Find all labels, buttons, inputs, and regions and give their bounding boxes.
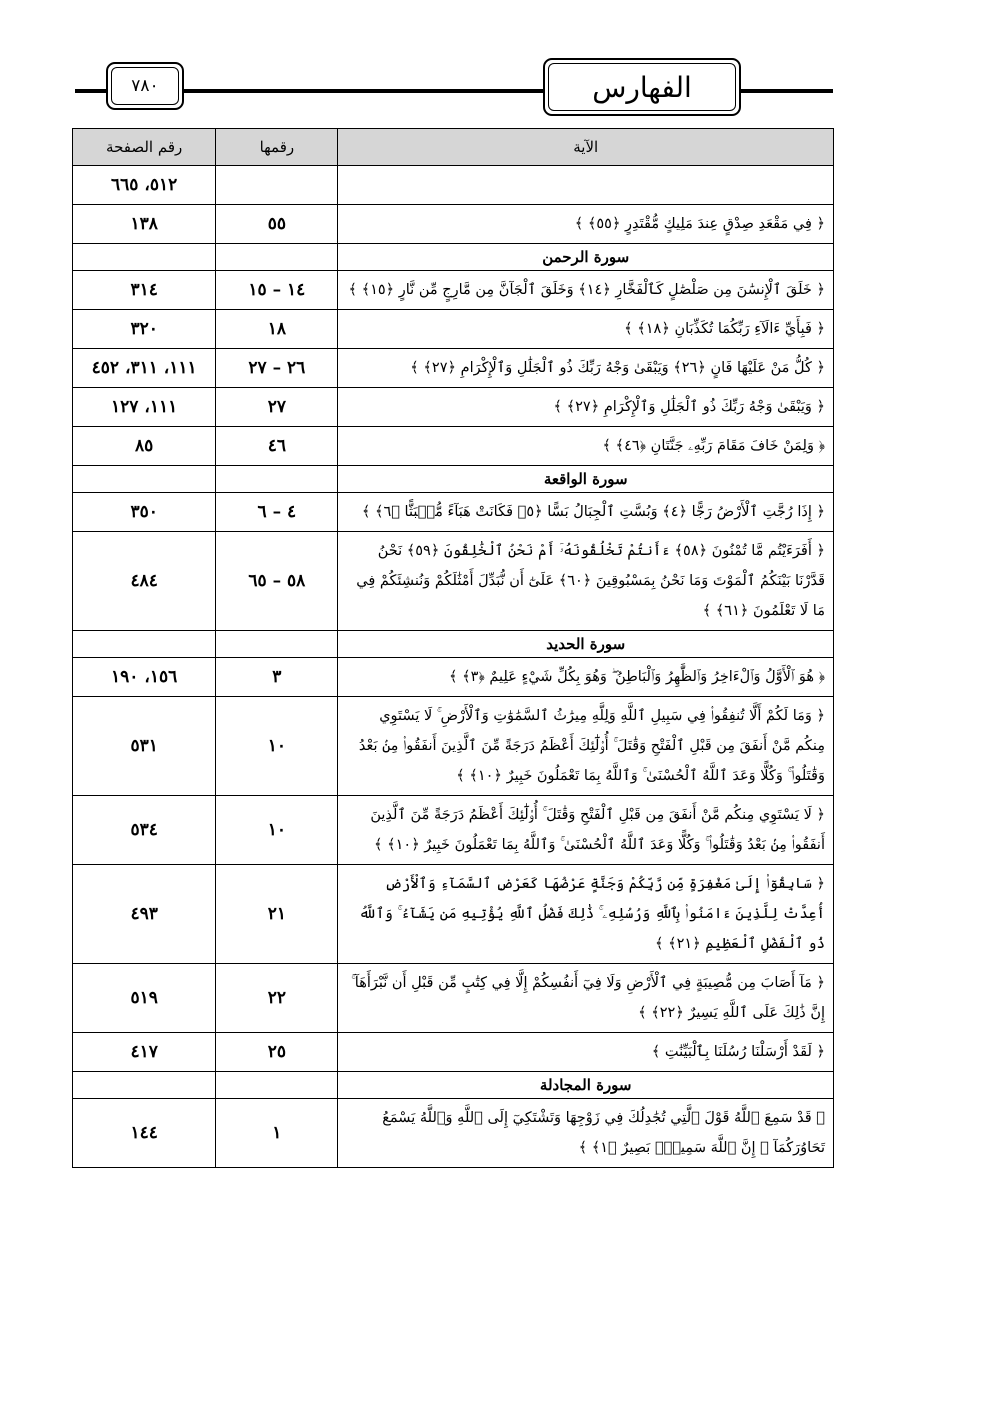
verse-text — [338, 166, 834, 205]
surah-name: سورة المجادلة — [338, 1072, 834, 1099]
page-number-cell: ٤٨٤ — [73, 532, 216, 631]
page-number-cell: ٤١٧ — [73, 1033, 216, 1072]
verse-text: ﴿ مَآ أَصَابَ مِن مُّصِيبَةٍ فِي ٱلْأَرْضِ وَلَا فِيٓ أَنفُسِكُمْ إِلَّا فِي كِتَٰبٍ مِّن قَبْلِ أَن نَّبْرَأَهَآ ۚ إِنَّ ذَٰلِكَ عَلَى ٱللَّهِ يَسِيرٌ ﴿٢٢﴾ ﴾ — [338, 964, 834, 1033]
column-header-page-number: رقم الصفحة — [73, 129, 216, 166]
table-row — [73, 964, 834, 1033]
page-number-cell: ٥٣١ — [73, 697, 216, 796]
verse-number: ٤٦ — [216, 427, 338, 466]
section-title-box — [543, 58, 741, 116]
verse-number: ٢٢ — [216, 964, 338, 1033]
table-row — [73, 1099, 834, 1168]
empty-cell — [216, 1072, 338, 1099]
page-number-cell: ٥١٩ — [73, 964, 216, 1033]
verse-number: ١٤ – ١٥ — [216, 271, 338, 310]
page-number-cell: ١٤٤ — [73, 1099, 216, 1168]
surah-heading-row — [73, 244, 834, 271]
table-row — [73, 205, 834, 244]
empty-cell — [216, 244, 338, 271]
verse-number: ١ — [216, 1099, 338, 1168]
verse-number: ١٠ — [216, 796, 338, 865]
verse-number: ٣ — [216, 658, 338, 697]
page-number-cell: ٥١٢، ٦٦٥ — [73, 166, 216, 205]
verse-text: ﴿ أَفَرَءَيْتُم مَّا تُمْنُونَ ﴿٥٨﴾ ءَأَنتُمْ تَخْلُقُونَهُۥٓ أَمْ نَحْنُ ٱلْخَٰلِقُونَ ﴿٥٩﴾ نَحْنُ قَدَّرْنَا بَيْنَكُمُ ٱلْمَوْتَ وَمَا نَحْنُ بِمَسْبُوقِينَ ﴿٦٠﴾ عَلَىٰٓ أَن نُّبَدِّلَ أَمْثَٰلَكُمْ وَنُنشِئَكُمْ فِي مَا لَا تَعْلَمُونَ ﴿٦١﴾ ﴾ — [338, 532, 834, 631]
table-row — [73, 427, 834, 466]
empty-cell — [73, 244, 216, 271]
page-number-cell: ١١١، ١٢٧ — [73, 388, 216, 427]
verse-text: ﴿ وَلِمَنْ خَافَ مَقَامَ رَبِّهِۦ جَنَّتَانِ ﴿٤٦﴾ ﴾ — [338, 427, 834, 466]
table-row — [73, 493, 834, 532]
page-number-cell: ٨٥ — [73, 427, 216, 466]
verse-text: ﴿ لَقَدْ أَرْسَلْنَا رُسُلَنَا بِٱلْبَيِّنَٰتِ ﴾ — [338, 1033, 834, 1072]
verse-text: ﴿ وَمَا لَكُمْ أَلَّا تُنفِقُوا۟ فِي سَبِيلِ ٱللَّهِ وَلِلَّهِ مِيرَٰثُ ٱلسَّمَٰوَٰتِ وَٱلْأَرْضِ ۚ لَا يَسْتَوِي مِنكُم مَّنْ أَنفَقَ مِن قَبْلِ ٱلْفَتْحِ وَقَٰتَلَ ۚ أُو۟لَٰٓئِكَ أَعْظَمُ دَرَجَةً مِّنَ ٱلَّذِينَ أَنفَقُوا۟ مِنۢ بَعْدُ وَقَٰتَلُوا۟ ۚ وَكُلًّا وَعَدَ ٱللَّهُ ٱلْحُسْنَىٰ ۚ وَٱللَّهُ بِمَا تَعْمَلُونَ خَبِيرٌ ﴿١٠﴾ ﴾ — [338, 697, 834, 796]
surah-name: سورة الرحمن — [338, 244, 834, 271]
verse-number: ٤ – ٦ — [216, 493, 338, 532]
verse-text: ﴿ فَبِأَيِّ ءَالَآءِ رَبِّكُمَا تُكَذِّبَانِ ﴿١٨﴾ ﴾ — [338, 310, 834, 349]
verse-text: ﴿ لَا يَسْتَوِي مِنكُم مَّنْ أَنفَقَ مِن قَبْلِ ٱلْفَتْحِ وَقَٰتَلَ ۚ أُو۟لَٰٓئِكَ أَعْظَمُ دَرَجَةً مِّنَ ٱلَّذِينَ أَنفَقُوا۟ مِنۢ بَعْدُ وَقَٰتَلُوا۟ ۚ وَكُلًّا وَعَدَ ٱللَّهُ ٱلْحُسْنَىٰ ۚ وَٱللَّهُ بِمَا تَعْمَلُونَ خَبِيرٌ ﴿١٠﴾ ﴾ — [338, 796, 834, 865]
table-row — [73, 532, 834, 631]
page-number-cell: ٣٢٠ — [73, 310, 216, 349]
page-number-box — [106, 62, 184, 110]
table-row — [73, 310, 834, 349]
table-row — [73, 349, 834, 388]
table-row — [73, 1033, 834, 1072]
surah-name: سورة الحديد — [338, 631, 834, 658]
column-header-verse: الآية — [338, 129, 834, 166]
column-header-verse-number: رقمها — [216, 129, 338, 166]
page-number-cell: ١٣٨ — [73, 205, 216, 244]
surah-heading-row — [73, 631, 834, 658]
verse-number: ٢١ — [216, 865, 338, 964]
table-row — [73, 388, 834, 427]
verse-text: ﴿ سَابِقُوٓا۟ إِلَىٰ مَغْفِرَةٍ مِّن رَّبِّكُمْ وَجَنَّةٍ عَرْضُهَا كَعَرْضِ ٱلسَّمَآءِ وَٱلْأَرْضِ أُعِدَّتْ لِلَّذِينَ ءَامَنُوا۟ بِٱللَّهِ وَرُسُلِهِۦ ۚ ذَٰلِكَ فَضْلُ ٱللَّهِ يُؤْتِيهِ مَن يَشَآءُ ۚ وَٱللَّهُ ذُو ٱلْفَضْلِ ٱلْعَظِيمِ ﴿٢١﴾ ﴾ — [338, 865, 834, 964]
empty-cell — [216, 466, 338, 493]
table-body — [73, 166, 834, 1168]
verse-text: ﴿ قَدْ سَمِعَ ٱللَّهُ قَوْلَ ٱلَّتِي تُجَٰدِلُكَ فِي زَوْجِهَا وَتَشْتَكِيٓ إِلَى ٱللَّهِ وَٱللَّهُ يَسْمَعُ تَحَاوُرَكُمَآ ۚ إِنَّ ٱللَّهَ سَمِيعٌۢ بَصِيرٌ ﴿١﴾ ﴾ — [338, 1099, 834, 1168]
verse-number: ١٠ — [216, 697, 338, 796]
section-title: الفهارس — [592, 70, 692, 104]
table-row — [73, 697, 834, 796]
verse-index-table — [72, 128, 834, 1168]
page-number-cell: ١١١، ٣١١، ٤٥٢ — [73, 349, 216, 388]
table-row — [73, 796, 834, 865]
verse-number: ٥٥ — [216, 205, 338, 244]
surah-heading-row — [73, 1072, 834, 1099]
table-row — [73, 271, 834, 310]
verse-text: ﴿ إِذَا رُجَّتِ ٱلْأَرْضُ رَجًّا ﴿٤﴾ وَبُسَّتِ ٱلْجِبَالُ بَسًّا ﴿٥﴾ فَكَانَتْ هَبَآءً مُّنۢبَثًّا ﴿٦﴾ ﴾ — [338, 493, 834, 532]
verse-number: ٥٨ – ٦٥ — [216, 532, 338, 631]
verse-number — [216, 166, 338, 205]
table-row — [73, 166, 834, 205]
page-number-cell: ٤٩٣ — [73, 865, 216, 964]
verse-text: ﴿ وَيَبْقَىٰ وَجْهُ رَبِّكَ ذُو ٱلْجَلَٰلِ وَٱلْإِكْرَامِ ﴿٢٧﴾ ﴾ — [338, 388, 834, 427]
empty-cell — [73, 466, 216, 493]
surah-name: سورة الواقعة — [338, 466, 834, 493]
empty-cell — [216, 631, 338, 658]
page-number-cell: ٣١٤ — [73, 271, 216, 310]
table-row — [73, 658, 834, 697]
page-number-cell: ٣٥٠ — [73, 493, 216, 532]
page-number-cell: ١٥٦، ١٩٠ — [73, 658, 216, 697]
table-header-row — [73, 129, 834, 166]
verse-number: ٢٧ — [216, 388, 338, 427]
verse-number: ٢٦ – ٢٧ — [216, 349, 338, 388]
verse-text: ﴿ خَلَقَ ٱلْإِنسَٰنَ مِن صَلْصَٰلٍ كَٱلْفَخَّارِ ﴿١٤﴾ وَخَلَقَ ٱلْجَآنَّ مِن مَّارِجٍ مِّن نَّارٍ ﴿١٥﴾ ﴾ — [338, 271, 834, 310]
empty-cell — [73, 1072, 216, 1099]
verse-number: ٢٥ — [216, 1033, 338, 1072]
page-number-cell: ٥٣٤ — [73, 796, 216, 865]
verse-text: ﴿ كُلُّ مَنْ عَلَيْهَا فَانٍ ﴿٢٦﴾ وَيَبْقَىٰ وَجْهُ رَبِّكَ ذُو ٱلْجَلَٰلِ وَٱلْإِكْرَامِ ﴿٢٧﴾ ﴾ — [338, 349, 834, 388]
verse-number: ١٨ — [216, 310, 338, 349]
surah-heading-row — [73, 466, 834, 493]
page-number: ٧٨٠ — [131, 76, 159, 96]
verse-text: ﴿ فِي مَقْعَدِ صِدْقٍ عِندَ مَلِيكٍ مُّقْتَدِرٍ ﴿٥٥﴾ ﴾ — [338, 205, 834, 244]
empty-cell — [73, 631, 216, 658]
verse-text: ﴿ هُوَ ٱلْأَوَّلُ وَٱلْءَاخِرُ وَٱلظَّٰهِرُ وَٱلْبَاطِنُ ۖ وَهُوَ بِكُلِّ شَيْءٍ عَلِيمٌ ﴿٣﴾ ﴾ — [338, 658, 834, 697]
table-row — [73, 865, 834, 964]
